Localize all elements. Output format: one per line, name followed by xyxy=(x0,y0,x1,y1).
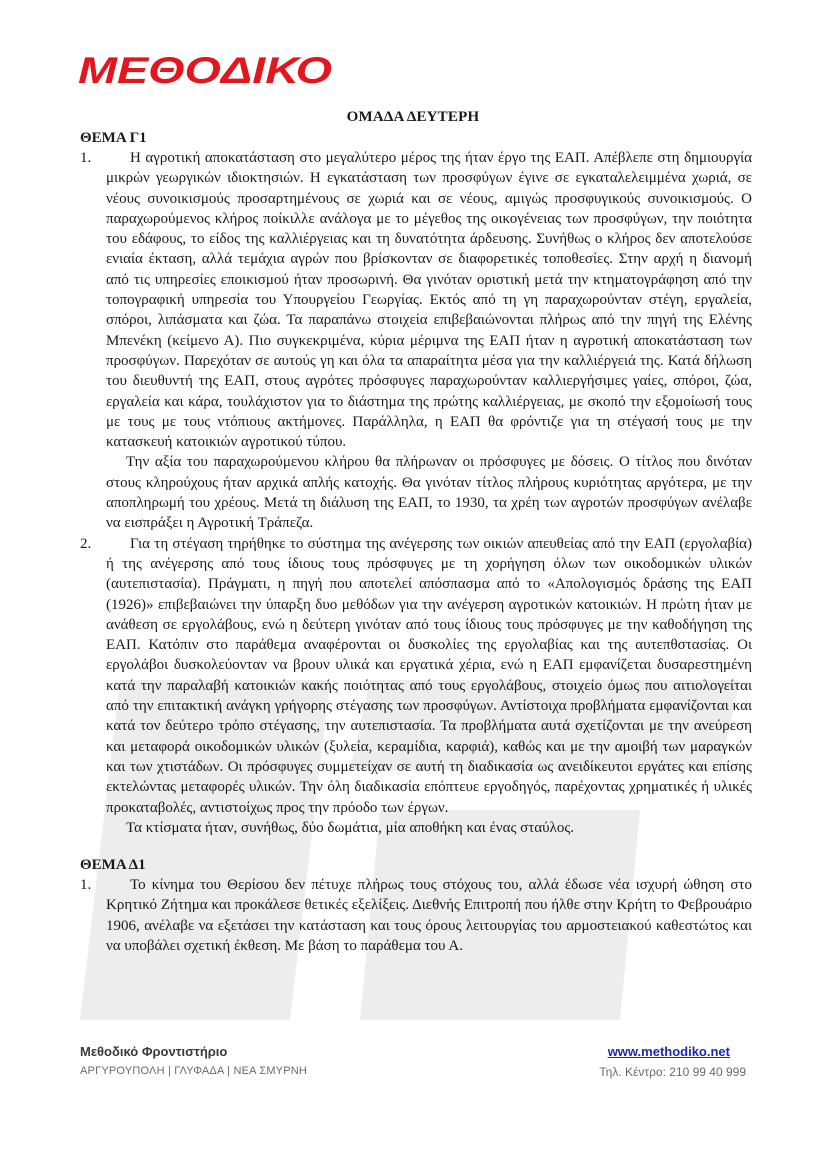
paragraph: Το κίνημα του Θερίσου δεν πέτυχε πλήρως τους στόχους του, αλλά έδωσε νέα ισχυρή ώθηση στο Κρητικό Ζήτημα και προκάλεσε θετικές εξελίξεις. Διεθνής Επιτροπή που ήλθε στην Κρήτη το Φεβρουάριο 1906, ανέλαβε να εξετάσει την κατάσταση και τους όρους λειτουργίας του αρμοστειακού καθεστώτος και να υποβάλει σχετική έκθεση. Με βάση το παράθεμα του Α. xyxy=(106,877,752,954)
logo-text: ΜΕΘΟΔΙΚΟ xyxy=(78,52,333,86)
page-title: ΟΜΑΔΑ ΔΕΥΤΕΡΗ xyxy=(346,109,480,125)
section-spacer xyxy=(80,838,752,855)
list-item xyxy=(80,875,752,956)
paragraph: Τα κτίσματα ήταν, συνήθως, δύο δωμάτια, μία αποθήκη και ένας σταύλος. xyxy=(126,819,575,836)
footer-website-link[interactable]: www.methodiko.net xyxy=(607,1044,730,1059)
item-number: 1. xyxy=(80,150,92,166)
paragraph: Την αξία του παραχωρούμενου κλήρου θα πλήρωναν οι πρόσφυγες με δόσεις. Ο τίτλος που δινόταν στους κληρούχους ήταν αρχικά απλής κατοχής. Θα γινόταν τίτλος πλήρους κυριότητας αργότερα, με την αποπληρωμή του χρέους. Μετά τη διάλυση της ΕΑΠ, το 1930, τα χρέη των αγροτών προσφύγων ανέλαβε να εισπράξει η Αγροτική Τράπεζα. xyxy=(106,454,752,532)
section-heading-d1: ΘΕΜΑ Δ1 xyxy=(80,857,146,874)
item-number: 1. xyxy=(80,877,92,894)
footer-phone: Τηλ. Κέντρο: 210 99 40 999 xyxy=(599,1065,746,1079)
document-body xyxy=(80,128,752,956)
footer-locations: ΑΡΓΥΡΟΥΠΟΛΗ | ΓΛΥΦΑΔΑ | ΝΕΑ ΣΜΥΡΝΗ xyxy=(80,1065,308,1077)
footer-org-name: Μεθοδικό Φροντιστήριο xyxy=(80,1044,228,1059)
list-item xyxy=(80,534,752,838)
brand-logo xyxy=(78,52,334,86)
section-heading-c1: ΘΕΜΑ Γ1 xyxy=(80,130,147,146)
paragraph: Η αγροτική αποκατάσταση στο μεγαλύτερο μέρος της ήταν έργο της ΕΑΠ. Απέβλεπε στη δημιουργία μικρών γεωργικών ιδιοκτησιών. Η εγκατάσταση των προσφύγων έγινε σε εγκαταλελειμμένα χωριά, σε νέους συνοικισμούς προσαρτημένους σε χωριά και σε νέους, αμιγώς προσφυγικούς συνοικισμούς. Ο παραχωρούμενος κλήρος ποίκιλλε ανάλογα με το μέγεθος της οικογένειας των προσφύγων, την ποιότητα του εδάφους, το είδος της καλλιέργειας και τη δυνατότητα άρδευσης. Συνήθως ο κλήρος δεν αποτελούσε ενιαία έκταση, αλλά τεμάχια αγρών που βρίσκονταν σε διαφορετικές τοποθεσίες. Στην αρχή η διανομή από τις υπηρεσίες εποικισμού ήταν προσωρινή. Θα γινόταν οριστική μετά την κτηματογράφηση από την τοπογραφική υπηρεσία του Υπουργείου Γεωργίας. Εκτός από τη γη παραχωρούνταν στέγη, εργαλεία, σπόροι, λιπάσματα και ζώα. Τα παραπάνω στοιχεία επιβεβαιώνονται πλήρως από την πηγή της Ελένης Μπενέκη (κείμενο Α). Πιο συγκεκριμένα, κύρια μέριμνα της ΕΑΠ ήταν η αγροτική αποκατάσταση των προσφύγων. Παρεχόταν σε αυτούς γη και όλα τα απαραίτητα μέσα για την καλλιέργειά της. Κατά δήλωση του διευθυντή της ΕΑΠ, στους αγρότες πρόσφυγες παραχωρούνταν καλλιεργήσιμες γαίες, σπόροι, ζώα, εργαλεία και κάρα, τουλάχιστον για το διάστημα της πρώτης καλλιέργειας, με σκοπό την εξομοίωσή τους με τους με τους ντόπιους ακτήμονες. Παράλληλα, η ΕΑΠ θα φρόντιζε για τη στέγασή τους με την κατασκευή κατοικιών αγροτικού τύπου. xyxy=(106,150,752,451)
list-item xyxy=(80,148,752,534)
paragraph: Για τη στέγαση τηρήθηκε το σύστημα της ανέγερσης των οικιών απευθείας από την ΕΑΠ (εργολαβία) ή της ανέγερσης από τους ίδιους τους πρόσφυγες με τη χορήγηση όλων των οικοδομικών υλικών (αυτεπιστασία). Πράγματι, η πηγή που αποτελεί απόσπασμα από το «Απολογισμός δράσης της ΕΑΠ (1926)» επιβεβαιώνει την ύπαρξη δυο μεθόδων για την ανέγερση αγροτικών κατοικιών. Η πρώτη ήταν με ανάθεση σε εργολάβους, ενώ η δεύτερη γινόταν από τους ίδιους τους πρόσφυγες με την καθοδήγηση της ΕΑΠ. Κατόπιν στο παράθεμα αναφέρονται οι δυσκολίες της εργολαβίας και της αυτεπθστασίας. Οι εργολάβοι δυσκολεύονταν να βρουν υλικά και εργατικά χέρια, ενώ η ΕΑΠ εμφανίζεται δυσαρεστημένη κατά την παραλαβή κατοικιών κακής ποιότητας από τους εργολάβους, στοιχείο όμως που αιτιολογείται από την επιτακτική ανάγκη γρήγορης στέγασης των προσφύγων. Αντίστοιχα προβλήματα εμφανίζονται και κατά τον δεύτερο τρόπο στέγασης, την αυτεπιστασία. Τα προβλήματα αυτά σχετίζονται με την ανεύρεση και μεταφορά οικοδομικών υλικών (ξυλεία, κεραμίδια, καρφιά), καθώς και με την αμοιβή των μαραγκών και των χτιστάδων. Οι πρόσφυγες συμμετείχαν σε αυτή τη διαδικασία ως ανειδίκευτοι εργάτες και επίσης εκτελώντας μεταφορές υλικών. Την όλη διαδικασία επόπτευε εργοδηγός, παρέχοντας χρηματικές ή υλικές προκαταβολές, αντιστοίχως προς την πρόοδο των έργων. xyxy=(106,535,752,816)
item-number: 2. xyxy=(80,535,92,552)
